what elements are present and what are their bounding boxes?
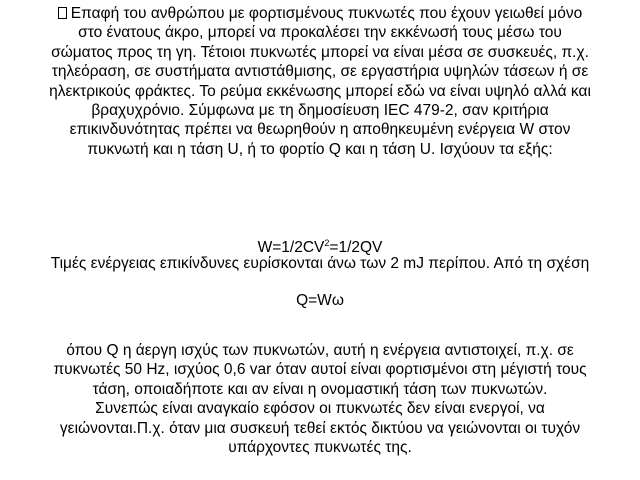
text-line: υπάρχοντες πυκνωτές της.: [228, 438, 412, 456]
text-line: Συνεπώς είναι αναγκαίο εφόσον οι πυκνωτές δεν είναι ενεργοί, να: [95, 400, 545, 418]
text-line: ηλεκτρικούς φράκτες. Το ρεύμα εκκένωσης μπορεί εδώ να είναι υψηλό αλλά και: [49, 82, 591, 100]
text-line: σώματος προς τη γη. Τέτοιοι πυκνωτές μπορεί να είναι μέσα σε συσκευές, π.χ.: [51, 43, 589, 61]
text-line: πυκνωτή και η τάση U, ή το φορτίο Q και η τάση U. Ισχύουν τα εξής:: [87, 140, 553, 158]
formula-exponent: 2: [324, 238, 330, 248]
text-line: στο ένατους άκρο, μπορεί να προκαλέσει την εκκένωσή τους μέσω του: [78, 24, 562, 42]
paragraph-conclusion: [4, 341, 636, 457]
formula-suffix: =1/2QV: [329, 239, 383, 256]
missing-glyph-box-icon: [58, 7, 67, 19]
formula-line: Q=Wω: [296, 292, 344, 309]
text-line: Τιμές ενέργειας επικίνδυνες ευρίσκονται άνω των 2 mJ περίπου. Από τη σχέση: [50, 255, 590, 272]
text-line: επικινδυνότητας πρέπει να θεωρηθούν η αποθηκευμένη ενέργεια W στον: [69, 121, 571, 139]
text-line: τηλεόραση, σε συστήματα αντιστάθμισης, σε εργαστήρια υψηλών τάσεων ή σε: [51, 63, 589, 81]
text-line: τάση, οποιαδήποτε και αν είναι η ονομαστική τάση των πυκνωτών.: [92, 380, 548, 398]
text-line: γειώνονται.Π.χ. όταν μια συσκευή τεθεί εκτός δικτύου να γειώνονται οι τυχόν: [59, 419, 581, 437]
charge-formula: [4, 291, 636, 310]
text-line: [4, 4, 636, 23]
text-line-content: Επαφή του ανθρώπου με φορτισμένους πυκνωτές που έχουν γειωθεί μόνο: [70, 5, 583, 22]
paragraph-energy-threshold: [4, 254, 636, 273]
text-line: πυκνωτές 50 Hz, ισχύος 0,6 var όταν αυτοί είναι φορτισμένοι στη μέγιστή τους: [53, 361, 587, 379]
text-line: όπου Q η άεργη ισχύς των πυκνωτών, αυτή η ενέργεια αντιστοιχεί, π.χ. σε: [66, 342, 574, 359]
paragraph-intro: [4, 4, 636, 159]
text-line: βραχυχρόνιο. Σύμφωνα με τη δημοσίευση IEC 479-2, σαν κριτήρια: [91, 101, 549, 119]
formula-prefix: W=1/2CV: [257, 239, 325, 256]
